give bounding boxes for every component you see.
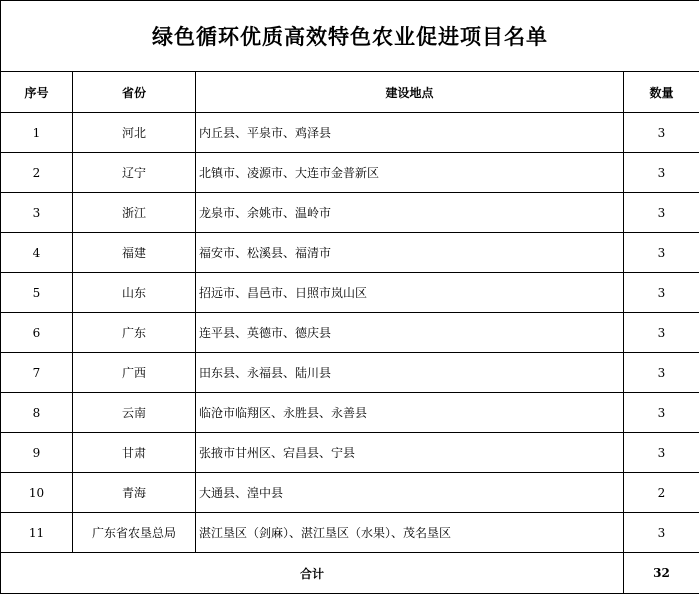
header-qty: 数量 bbox=[624, 72, 699, 113]
total-label: 合计 bbox=[1, 553, 624, 594]
row-site: 张掖市甘州区、宕昌县、宁县 bbox=[196, 433, 624, 473]
row-site: 龙泉市、余姚市、温岭市 bbox=[196, 193, 624, 233]
row-province: 河北 bbox=[73, 113, 196, 153]
row-province: 甘肃 bbox=[73, 433, 196, 473]
row-site: 大通县、湟中县 bbox=[196, 473, 624, 513]
row-qty: 3 bbox=[624, 113, 699, 153]
row-no: 11 bbox=[1, 513, 73, 553]
row-site: 招远市、昌邑市、日照市岚山区 bbox=[196, 273, 624, 313]
row-province: 浙江 bbox=[73, 193, 196, 233]
row-no: 9 bbox=[1, 433, 73, 473]
table-row bbox=[1, 153, 699, 193]
header-no: 序号 bbox=[1, 72, 73, 113]
row-province: 青海 bbox=[73, 473, 196, 513]
table-row bbox=[1, 113, 699, 153]
row-no: 3 bbox=[1, 193, 73, 233]
row-no: 1 bbox=[1, 113, 73, 153]
row-province: 广东省农垦总局 bbox=[73, 513, 196, 553]
table-row bbox=[1, 513, 699, 553]
table-row bbox=[1, 193, 699, 233]
table-row bbox=[1, 273, 699, 313]
row-no: 6 bbox=[1, 313, 73, 353]
row-qty: 3 bbox=[624, 513, 699, 553]
row-site: 临沧市临翔区、永胜县、永善县 bbox=[196, 393, 624, 433]
row-province: 云南 bbox=[73, 393, 196, 433]
table-title: 绿色循环优质高效特色农业促进项目名单 bbox=[1, 1, 699, 72]
row-no: 4 bbox=[1, 233, 73, 273]
total-row bbox=[1, 553, 699, 594]
table-row bbox=[1, 233, 699, 273]
table-row bbox=[1, 433, 699, 473]
row-no: 2 bbox=[1, 153, 73, 193]
row-no: 5 bbox=[1, 273, 73, 313]
row-site: 北镇市、凌源市、大连市金普新区 bbox=[196, 153, 624, 193]
row-qty: 3 bbox=[624, 393, 699, 433]
row-qty: 3 bbox=[624, 313, 699, 353]
header-site: 建设地点 bbox=[196, 72, 624, 113]
row-qty: 2 bbox=[624, 473, 699, 513]
table-row bbox=[1, 353, 699, 393]
row-province: 广东 bbox=[73, 313, 196, 353]
row-province: 福建 bbox=[73, 233, 196, 273]
row-site: 湛江垦区（剑麻）、湛江垦区（水果）、茂名垦区 bbox=[196, 513, 624, 553]
row-site: 连平县、英德市、德庆县 bbox=[196, 313, 624, 353]
row-qty: 3 bbox=[624, 353, 699, 393]
row-qty: 3 bbox=[624, 433, 699, 473]
row-site: 田东县、永福县、陆川县 bbox=[196, 353, 624, 393]
row-site: 福安市、松溪县、福清市 bbox=[196, 233, 624, 273]
row-qty: 3 bbox=[624, 233, 699, 273]
header-row bbox=[1, 72, 699, 113]
row-qty: 3 bbox=[624, 273, 699, 313]
table-row bbox=[1, 313, 699, 353]
row-site: 内丘县、平泉市、鸡泽县 bbox=[196, 113, 624, 153]
row-province: 山东 bbox=[73, 273, 196, 313]
row-qty: 3 bbox=[624, 193, 699, 233]
total-value: 32 bbox=[624, 553, 699, 594]
row-no: 10 bbox=[1, 473, 73, 513]
row-province: 广西 bbox=[73, 353, 196, 393]
row-province: 辽宁 bbox=[73, 153, 196, 193]
row-no: 7 bbox=[1, 353, 73, 393]
table-row bbox=[1, 473, 699, 513]
row-qty: 3 bbox=[624, 153, 699, 193]
table-row bbox=[1, 393, 699, 433]
header-province: 省份 bbox=[73, 72, 196, 113]
row-no: 8 bbox=[1, 393, 73, 433]
